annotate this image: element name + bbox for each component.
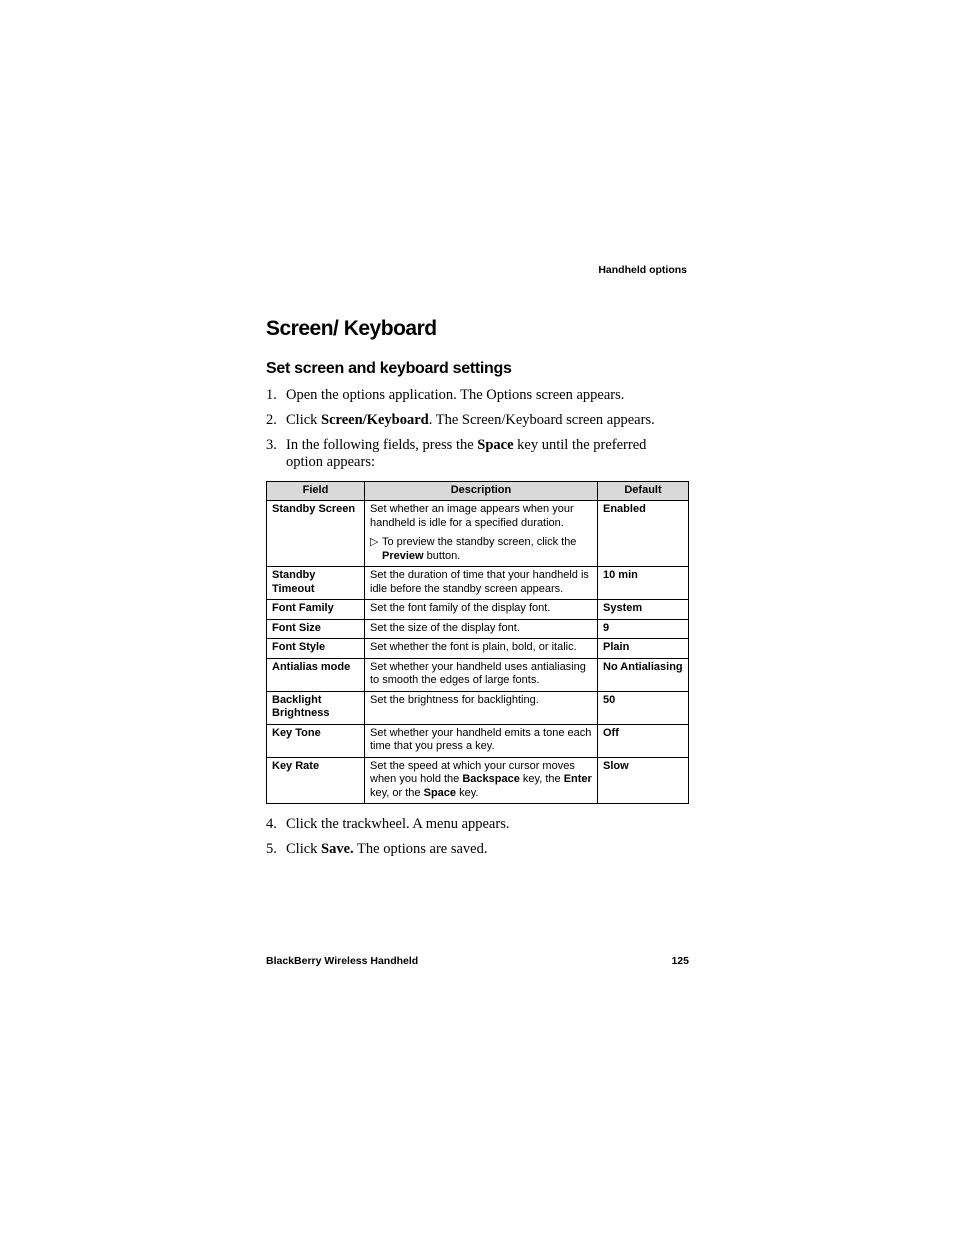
table-row [267,501,689,567]
step-number: 3. [266,437,277,453]
page-number: 125 [671,955,689,967]
step-text-part: The options are saved. [353,841,488,857]
step-text [286,841,686,858]
table-row [267,658,689,691]
description-cell [365,567,598,600]
field-cell: Font Style [267,639,365,659]
table-row [267,639,689,659]
running-head: Handheld options [598,264,687,276]
step-text [286,387,686,404]
arrow-icon: ▷ [370,536,379,548]
step-item [266,412,686,429]
default-cell: 9 [598,619,689,639]
default-cell: Enabled [598,501,689,567]
description-text: Set the brightness for backlighting. [370,693,539,706]
button-name: Preview [382,549,424,562]
description-cell [365,757,598,804]
description-text: Set the font family of the display font. [370,602,551,614]
description-cell [365,501,598,567]
step-text-part: key until the preferred option appears: [286,437,647,470]
description-text: Set whether your handheld emits a tone each time that you press a key. [370,726,592,752]
field-cell: Standby Screen [267,501,365,567]
description-cell [365,658,598,691]
description-text: Set the speed at which your cursor moves when you hold the [370,759,575,785]
description-cell [365,724,598,757]
step-item [266,387,686,404]
note-text: To preview the standby screen, click the [382,536,577,548]
description-text: key, or the [370,786,424,799]
footer [266,955,689,967]
step-bold-term: Screen/Keyboard [321,412,429,428]
field-cell: Font Family [267,600,365,620]
field-cell: Antialias mode [267,658,365,691]
step-text-part: Click [286,841,322,857]
step-text [286,437,686,471]
description-text: key, the [519,773,564,785]
default-cell: No Antialiasing [598,658,689,691]
step-bold-term: Space [477,437,514,453]
step-number: 5. [266,841,277,857]
default-cell: Off [598,724,689,757]
step-text-part: Click [286,412,322,428]
step-number: 4. [266,816,277,832]
field-cell: Key Rate [267,757,365,804]
page-content [266,316,689,866]
field-cell: Key Tone [267,724,365,757]
description-text: Set whether an image appears when your handheld is idle for a specified duration. [370,503,574,529]
header-field: Field [267,482,365,501]
description-cell [365,691,598,724]
description-text: Set whether your handheld uses antialiasing to smooth the edges of large fonts. [370,660,586,686]
table-row [267,691,689,724]
table-row [267,619,689,639]
key-name: Space [423,786,457,799]
step-text-part: Open the options application. The Options screen appears. [286,387,625,403]
table-row [267,724,689,757]
step-text [286,816,686,833]
description-text: Set whether the font is plain, bold, or italic. [370,641,577,653]
step-item [266,841,686,858]
table-row [267,567,689,600]
key-name: Backspace [462,773,520,785]
description-text: Set the duration of time that your handheld is idle before the standby screen appears. [370,569,589,595]
description-text: Set the size of the display font. [370,621,520,634]
step-text-part: Click the trackwheel. A menu appears. [286,816,510,832]
step-text-part: . The Screen/Keyboard screen appears. [428,412,655,428]
header-default: Default [598,482,689,501]
description-text: key. [456,786,479,799]
key-name: Enter [563,773,592,785]
table-header-row [267,482,689,501]
table-row [267,757,689,804]
default-cell: Slow [598,757,689,804]
field-cell: Font Size [267,619,365,639]
field-cell: Backlight Brightness [267,691,365,724]
default-cell: System [598,600,689,620]
step-number: 2. [266,412,277,428]
description-cell [365,619,598,639]
default-cell: Plain [598,639,689,659]
step-item [266,437,686,471]
header-description: Description [365,482,598,501]
settings-table [266,481,689,804]
step-bold-term: Save. [321,841,354,857]
step-text-part: In the following fields, press the [286,437,478,453]
table-row [267,600,689,620]
note-text: button. [423,549,461,562]
section-heading: Set screen and keyboard settings [266,360,512,377]
description-cell [365,600,598,620]
step-number: 1. [266,387,277,403]
step-text [286,412,686,429]
default-cell: 50 [598,691,689,724]
description-cell [365,639,598,659]
note [370,536,592,563]
steps-list-bottom [266,816,689,858]
steps-list-top [266,387,689,471]
page-title: Screen/ Keyboard [266,317,437,340]
step-item [266,816,686,833]
field-cell: Standby Timeout [267,567,365,600]
default-cell: 10 min [598,567,689,600]
footer-title: BlackBerry Wireless Handheld [266,955,419,967]
